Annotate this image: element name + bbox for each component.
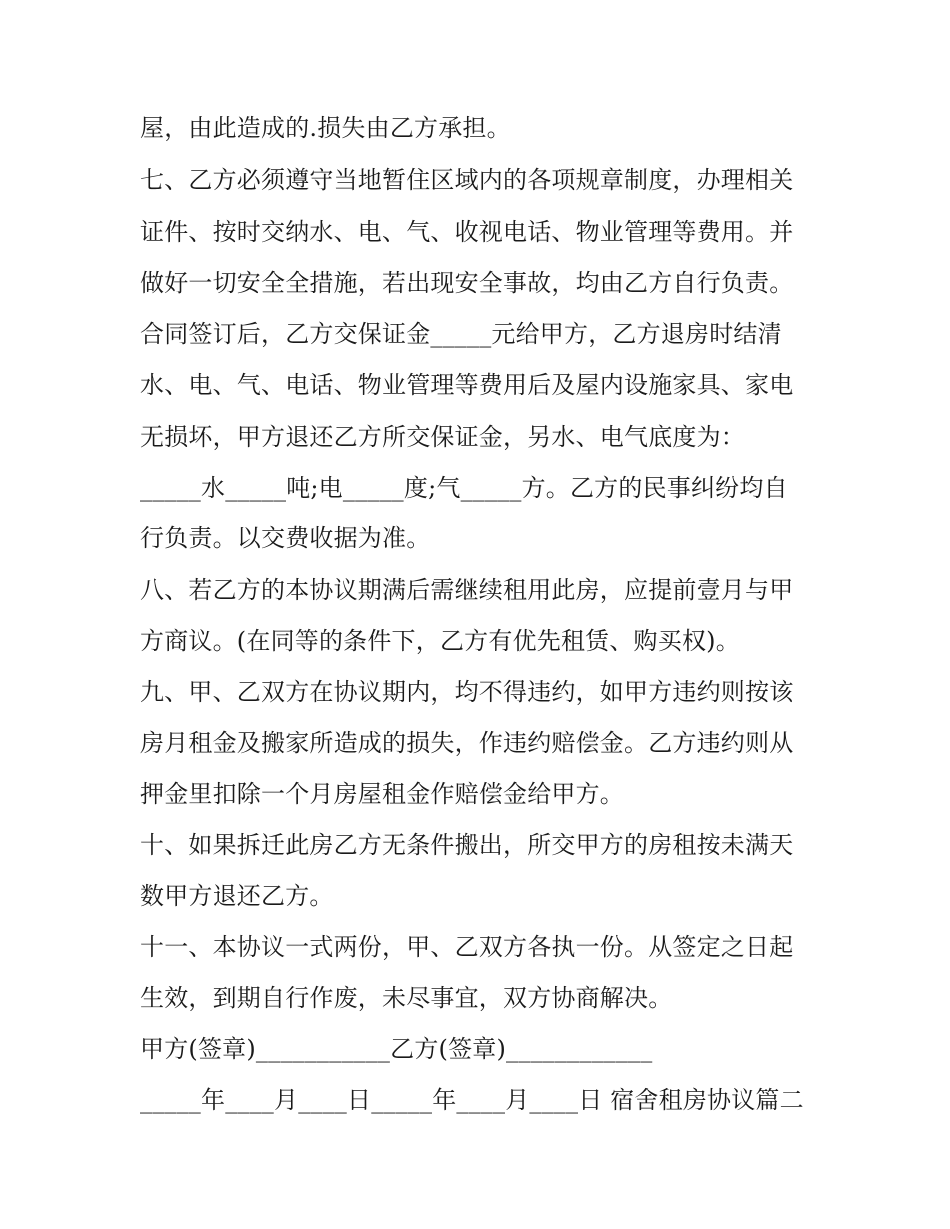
text-line: 无损坏，甲方退还乙方所交保证金，另水、电气底度为： bbox=[140, 423, 745, 451]
text-line: 方商议。(在同等的条件下，乙方有优先租赁、购买权)。 bbox=[140, 627, 740, 655]
text-line: 证件、按时交纳水、电、气、收视电话、物业管理等费用。并 bbox=[140, 218, 794, 246]
text-line: 房月租金及搬家所造成的损失，作违约赔偿金。乙方违约则从 bbox=[140, 729, 794, 757]
text-line: 行负责。以交费收据为准。 bbox=[140, 524, 431, 552]
text-line: 做好一切安全全措施，若出现安全事故，均由乙方自行负责。 bbox=[140, 269, 794, 297]
text-line: 十一、本协议一式两份，甲、乙双方各执一份。从签定之日起 bbox=[140, 933, 794, 961]
text-line: _____水_____吨;电_____度;气_____方。乙方的民事纠纷均自 bbox=[140, 474, 788, 502]
text-line: 押金里扣除一个月房屋租金作赔偿金给甲方。 bbox=[140, 780, 624, 808]
text-line: 八、若乙方的本协议期满后需继续租用此房，应提前壹月与甲 bbox=[140, 576, 794, 604]
text-line: 数甲方退还乙方。 bbox=[140, 882, 334, 910]
text-line: 九、甲、乙双方在协议期内，均不得违约，如甲方违约则按该 bbox=[140, 678, 794, 706]
text-line: 屋，由此造成的.损失由乙方承担。 bbox=[140, 114, 511, 142]
text-line: 生效，到期自行作废，未尽事宜，双方协商解决。 bbox=[140, 984, 673, 1012]
text-line: 十、如果拆迁此房乙方无条件搬出，所交甲方的房租按未满天 bbox=[140, 831, 794, 859]
text-line: 合同签订后，乙方交保证金_____元给甲方，乙方退房时结清 bbox=[140, 320, 782, 348]
date-line: _____年____月____日_____年____月____日 宿舍租房协议篇二 bbox=[140, 1086, 804, 1114]
text-line: 七、乙方必须遵守当地暂住区域内的各项规章制度，办理相关 bbox=[140, 166, 794, 194]
text-line: 水、电、气、电话、物业管理等费用后及屋内设施家具、家电 bbox=[140, 371, 794, 399]
signature-line: 甲方(签章)___________乙方(签章)____________ bbox=[140, 1035, 653, 1063]
